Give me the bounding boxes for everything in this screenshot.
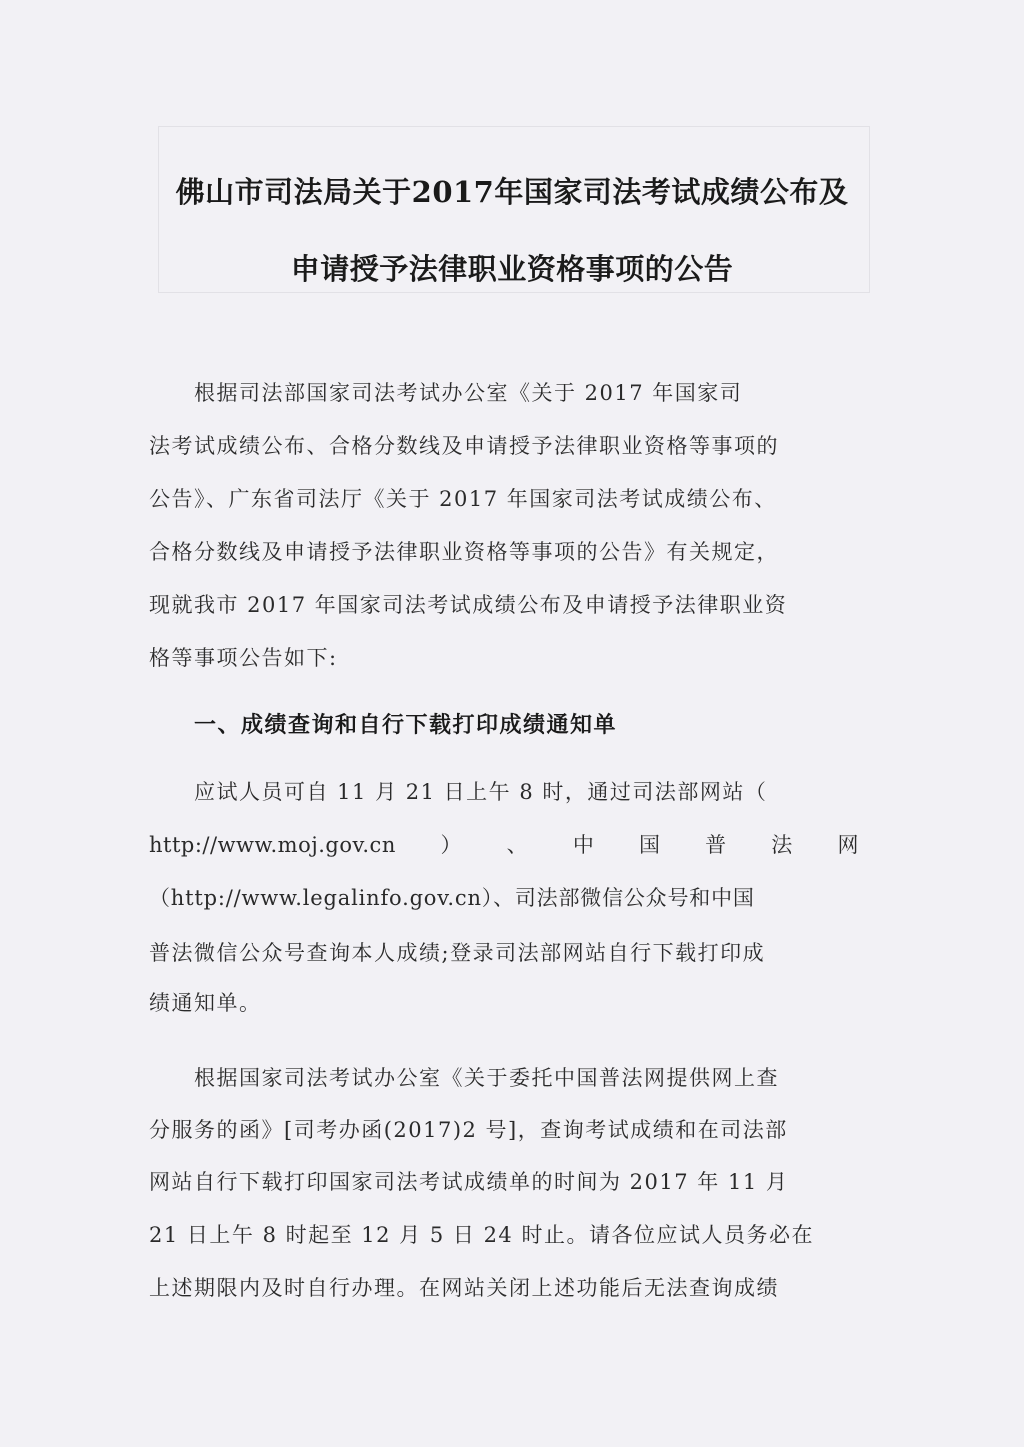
paragraph-3-line-5: 上述期限内及时自行办理。在网站关闭上述功能后无法查询成绩 xyxy=(149,1276,779,1300)
paragraph-1-line-3: 公告》、广东省司法厅《关于 2017 年国家司法考试成绩公布、 xyxy=(149,487,777,511)
paren-close: ） xyxy=(440,833,462,857)
text-char: 普 xyxy=(705,833,727,857)
paragraph-2-line-1: 应试人员可自 11 月 21 日上午 8 时，通过司法部网站（ xyxy=(194,780,768,804)
text-char: 国 xyxy=(638,833,661,857)
paragraph-3-line-1: 根据国家司法考试办公室《关于委托中国普法网提供网上查 xyxy=(194,1066,779,1090)
text-char: 中 xyxy=(572,833,595,857)
paragraph-1-line-1: 根据司法部国家司法考试办公室《关于 2017 年国家司 xyxy=(194,381,743,405)
text-char: 法 xyxy=(771,833,793,857)
paragraph-2-line-4: 普法微信公众号查询本人成绩;登录司法部网站自行下载打印成 xyxy=(149,941,766,965)
paragraph-1-line-2: 法考试成绩公布、合格分数线及申请授予法律职业资格等事项的 xyxy=(149,434,779,458)
paragraph-3-line-2: 分服务的函》[司考办函(2017)2 号]，查询考试成绩和在司法部 xyxy=(149,1118,788,1142)
paragraph-1-line-4: 合格分数线及申请授予法律职业资格等事项的公告》有关规定， xyxy=(149,540,779,564)
paragraph-2-line-2 xyxy=(149,830,859,860)
text-char: 网 xyxy=(837,833,859,857)
paragraph-2-line-3: （http://www.legalinfo.gov.cn）、司法部微信公众号和中国 xyxy=(149,886,755,910)
paragraph-3-line-4: 21 日上午 8 时起至 12 月 5 日 24 时止。请各位应试人员务必在 xyxy=(149,1223,814,1247)
paragraph-3-line-3: 网站自行下载打印国家司法考试成绩单的时间为 2017 年 11 月 xyxy=(149,1170,789,1194)
paragraph-1-line-6: 格等事项公告如下: xyxy=(149,646,338,670)
moj-website-url: http://www.moj.gov.cn xyxy=(149,833,396,857)
section-1-heading: 一、成绩查询和自行下载打印成绩通知单 xyxy=(194,712,618,738)
paragraph-2-line-5: 绩通知单。 xyxy=(149,991,262,1015)
document-title-line-1: 佛山市司法局关于2017年国家司法考试成绩公布及 xyxy=(175,175,849,209)
comma-mark: 、 xyxy=(506,833,529,857)
document-title-line-2: 申请授予法律职业资格事项的公告 xyxy=(290,252,734,286)
paragraph-1-line-5: 现就我市 2017 年国家司法考试成绩公布及申请授予法律职业资 xyxy=(149,593,788,617)
